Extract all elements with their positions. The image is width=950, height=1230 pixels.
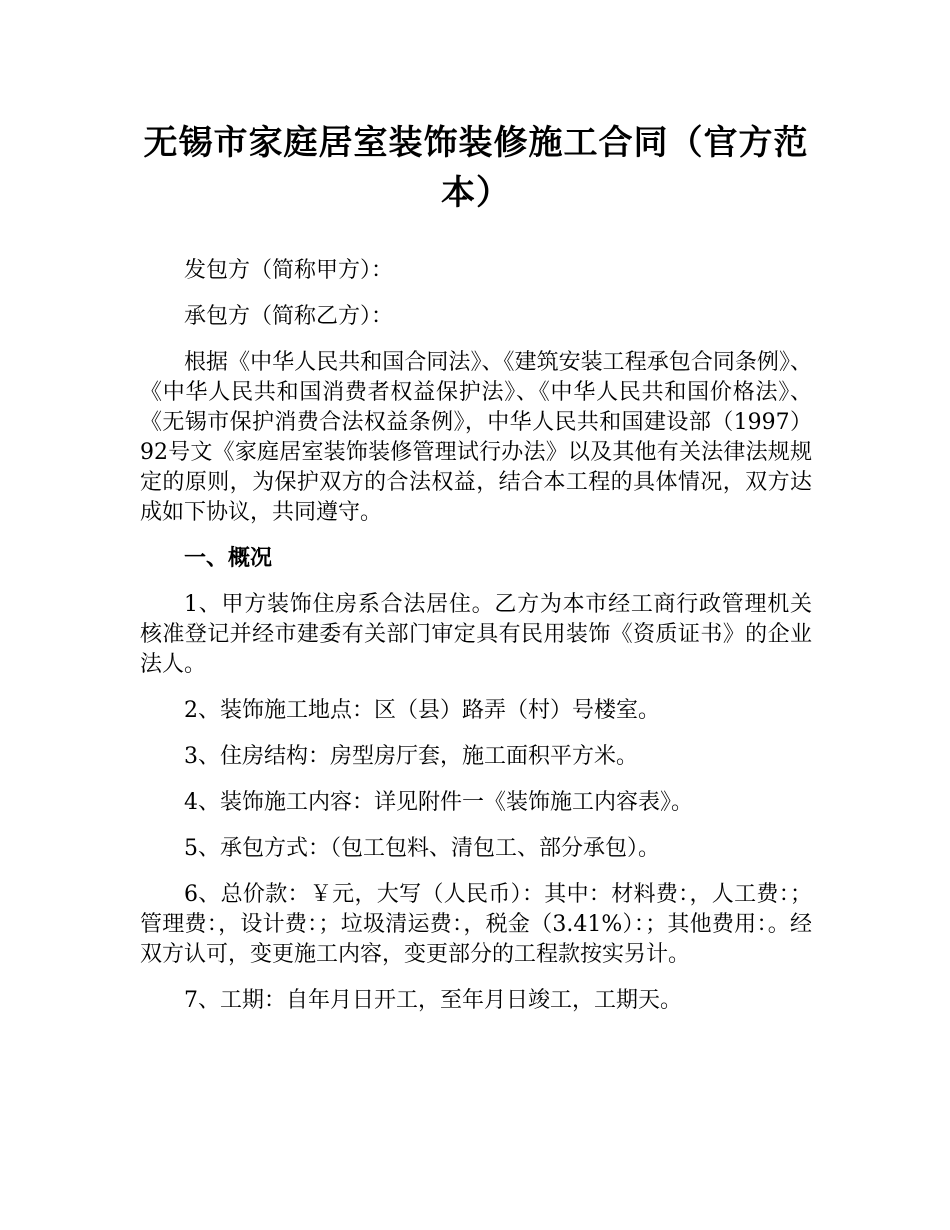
clause-2: 2、装饰施工地点：区（县）路弄（村）号楼室。: [184, 698, 660, 723]
clause-4: 4、装饰施工内容：详见附件一《装饰施工内容表》。: [184, 790, 693, 815]
clause-7: 7、工期：自年月日开工，至年月日竣工，工期天。: [184, 988, 682, 1013]
party-a-line: 发包方（简称甲方）：: [184, 258, 394, 283]
clause-6: 6、总价款：￥元，大写（人民币）：其中：材料费：，人工费：；管理费：，设计费：；垃圾清运费：，税金（3.41%）：；其他费用：。经双方认可，变更施工内容，变更部分的工程款按实另计。: [140, 882, 812, 967]
party-b-line: 承包方（简称乙方）：: [184, 304, 394, 329]
section-heading-overview: 一、概况: [184, 546, 273, 571]
document-page: [140, 118, 812, 1032]
clause-5: 5、承包方式：（包工包料、清包工、部分承包）。: [184, 836, 660, 861]
preamble-paragraph: 根据《中华人民共和国合同法》、《建筑安装工程承包合同条例》、《中华人民共和国消费者权益保护法》、《中华人民共和国价格法》、《无锡市保护消费合法权益条例》，中华人民共和国建设部（1997）92号文《家庭居室装饰装修管理试行办法》以及其他有关法律法规规定的原则，为保护双方的合法权益，结合本工程的具体情况，双方达成如下协议，共同遵守。: [140, 350, 812, 525]
clause-1: 1、甲方装饰住房系合法居住。乙方为本市经工商行政管理机关核准登记并经市建委有关部门审定具有民用装饰《资质证书》的企业法人。: [140, 592, 812, 677]
clause-3: 3、住房结构：房型房厅套，施工面积平方米。: [184, 744, 638, 769]
document-title: 无锡市家庭居室装饰装修施工合同（官方范本）: [143, 123, 809, 213]
